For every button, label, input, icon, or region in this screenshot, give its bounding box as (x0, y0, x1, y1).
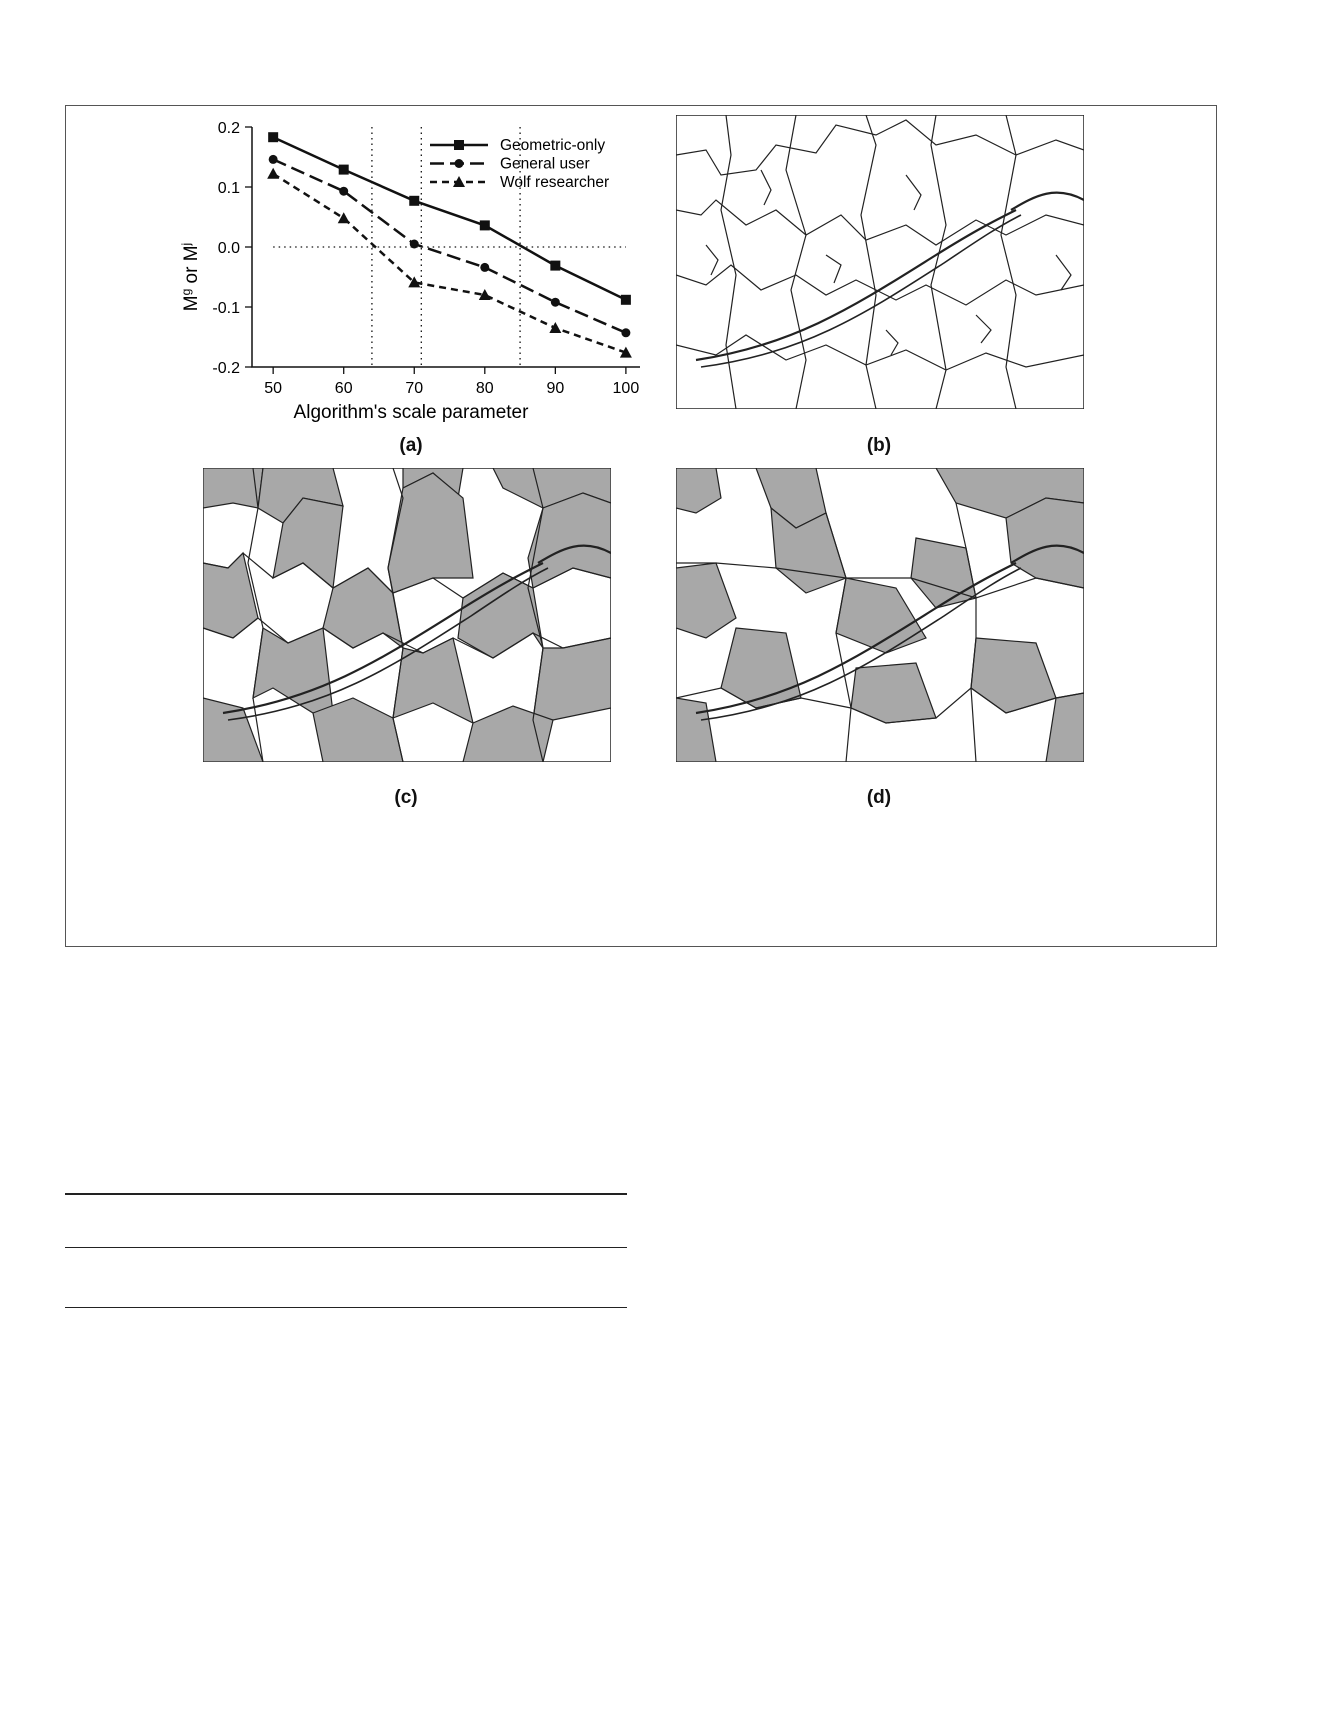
table-mid-rule (65, 1247, 627, 1248)
x-tick-label: 80 (475, 380, 494, 397)
x-tick-label: 90 (546, 380, 565, 397)
panel-label-b: (b) (866, 435, 892, 456)
segmentation-map-boundaries (676, 115, 1084, 409)
x-tick-label: 60 (334, 380, 353, 397)
segmentation-map-general-user (203, 468, 611, 762)
data-point (338, 212, 350, 223)
x-tick-label: 100 (612, 380, 640, 397)
y-axis-label (179, 243, 202, 311)
series-line (273, 174, 626, 353)
segmentation-map-wolf-researcher (676, 468, 1084, 762)
table-bottom-rule (65, 1307, 627, 1308)
data-point (339, 187, 348, 196)
y-tick-label: 0.2 (217, 120, 240, 137)
x-axis-label: Algorithm's scale parameter (293, 402, 529, 423)
data-point (269, 155, 278, 164)
y-label-prefix: M (181, 295, 202, 312)
panel-label-c: (c) (394, 787, 418, 808)
data-point (551, 298, 560, 307)
panel-label-a: (a) (399, 435, 423, 456)
legend-label: General user (500, 155, 590, 173)
chart-legend (430, 137, 609, 191)
data-point (549, 322, 561, 333)
data-point (409, 196, 419, 206)
line-chart (175, 110, 655, 430)
y-label-sup1: g (179, 288, 193, 296)
data-point (621, 328, 630, 337)
data-point (550, 261, 560, 271)
table-top-rule (65, 1193, 627, 1195)
legend-label: Wolf researcher (500, 174, 610, 191)
y-tick-label: -0.2 (212, 360, 240, 377)
y-tick-label: 0.0 (217, 240, 240, 257)
data-point (621, 295, 631, 305)
x-tick-label: 50 (264, 380, 283, 397)
data-point (268, 132, 278, 142)
legend-label: Geometric-only (500, 137, 606, 154)
y-label-middle: or M (181, 245, 202, 289)
data-point (410, 240, 419, 249)
x-tick-label: 70 (405, 380, 424, 397)
data-point (480, 263, 489, 272)
y-label-sup2: j (179, 242, 193, 246)
y-tick-label: -0.1 (212, 300, 240, 317)
legend-marker (454, 140, 464, 150)
data-point (480, 220, 490, 230)
y-tick-label: 0.1 (217, 180, 240, 197)
data-point (267, 168, 279, 179)
panel-label-d: (d) (866, 787, 892, 808)
legend-marker (455, 159, 464, 168)
data-point (339, 165, 349, 175)
